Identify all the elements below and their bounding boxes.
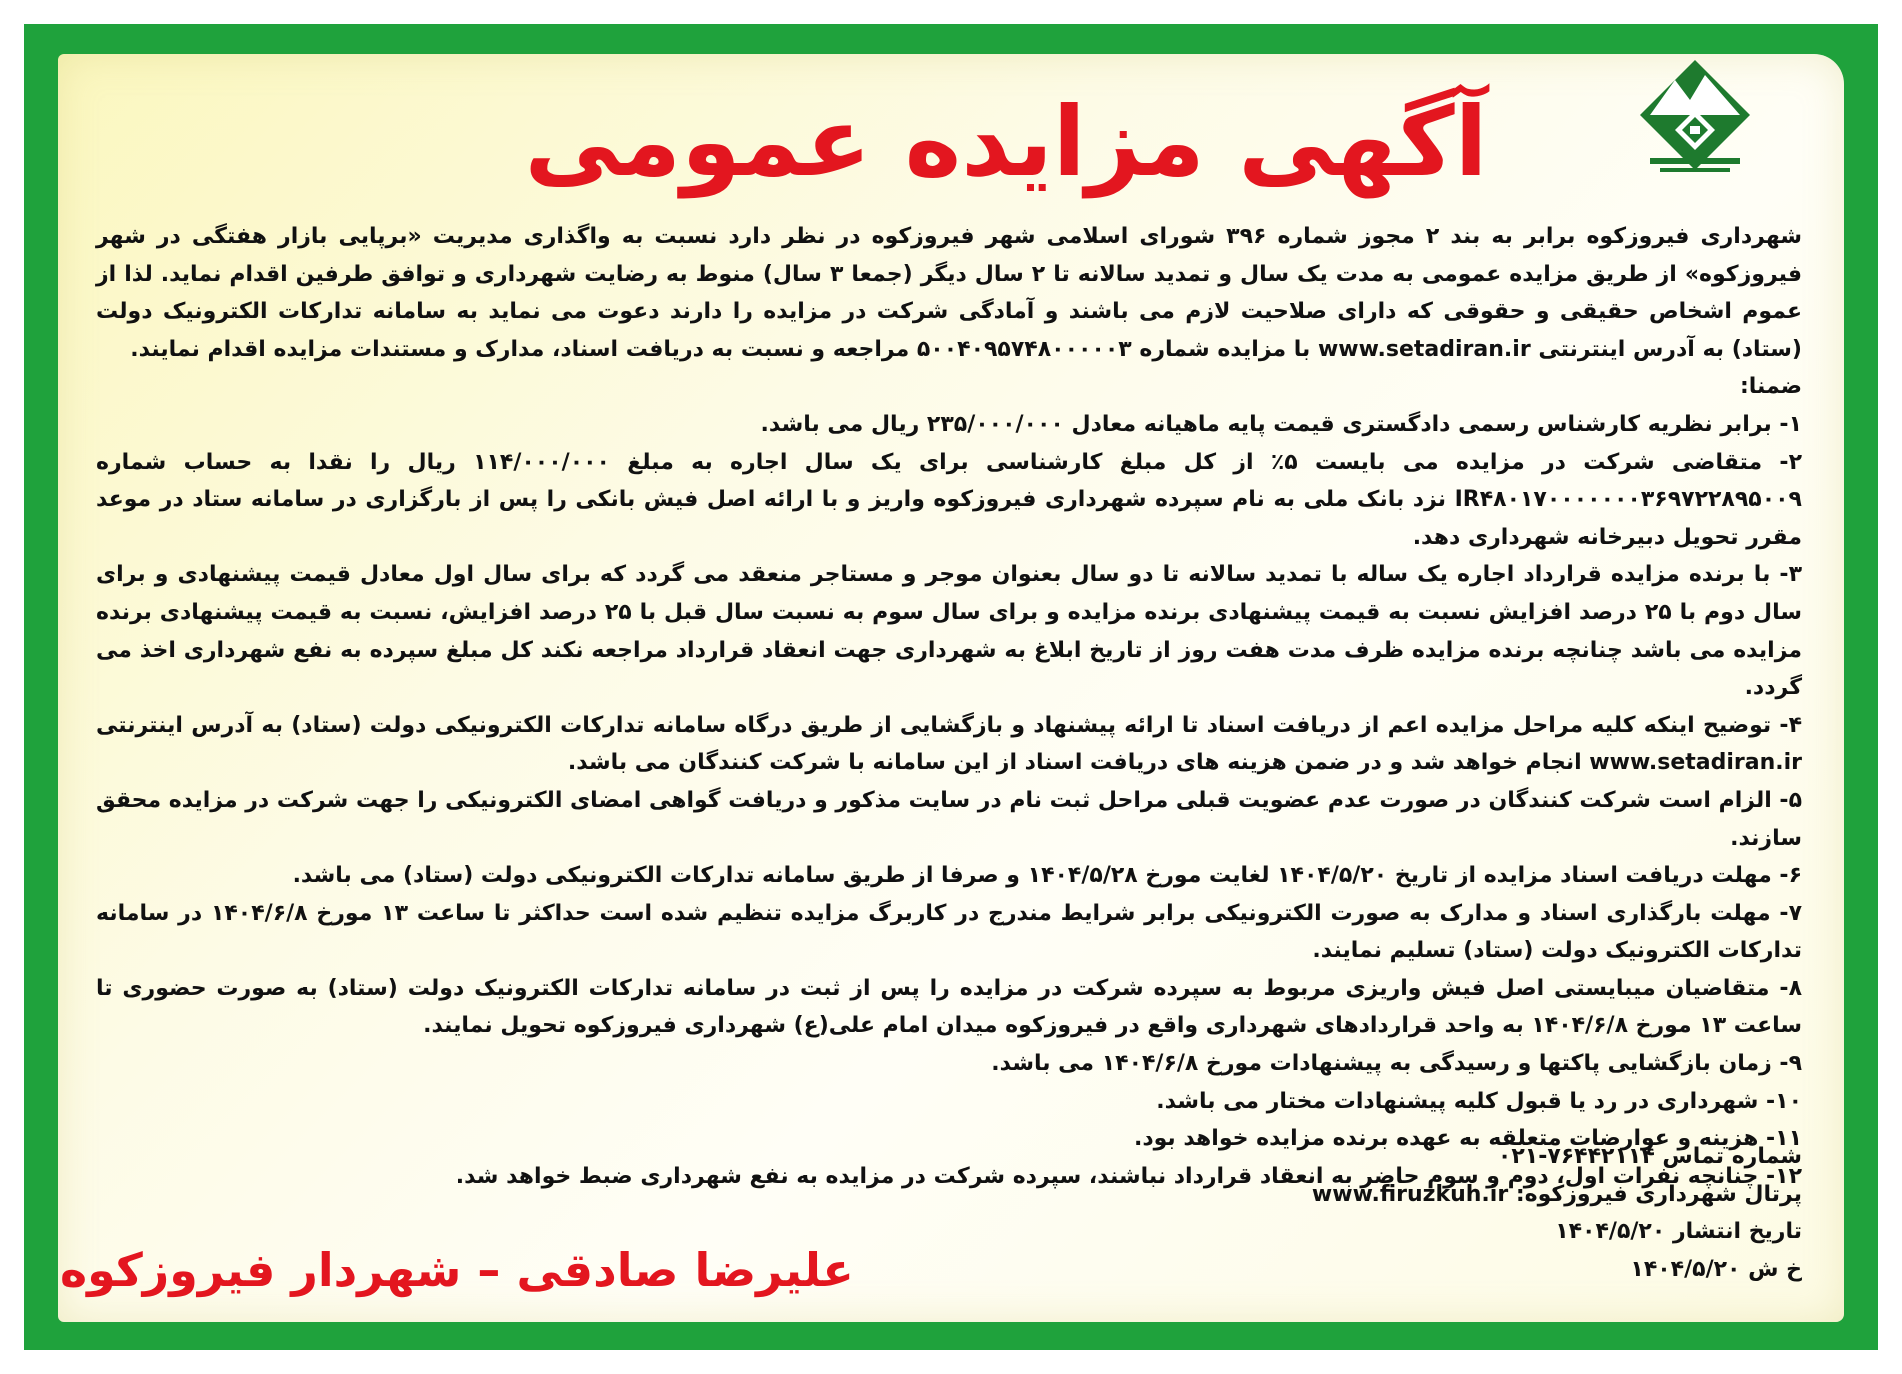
list-item: ۷- مهلت بارگذاری اسناد و مدارک به صورت الکترونیکی برابر شرایط مندرج در کاربرگ مزایده تنظیم شده است حداکثر تا ساعت ۱۳ مورخ ۱۴۰۴/۶/۸ در سامانه تدارکات الکترونیک دولت (ستاد) تسلیم نمایند. <box>96 900 1803 964</box>
list-item: ۹- زمان بازگشایی پاکتها و رسیدگی به پیشنهادات مورخ ۱۴۰۴/۶/۸ می باشد. <box>991 1051 1802 1077</box>
list-item: ۱۲- چنانچه نفرات اول، دوم و سوم حاضر به انعقاد قرارداد نباشند، سپرده شرکت در مزایده به نفع شهرداری ضبط خواهد شد. <box>455 1163 1802 1189</box>
list-item: ۵- الزام است شرکت کنندگان در صورت عدم عضویت قبلی مراحل ثبت نام در سایت مذکور و دریافت گواهی امضای الکترونیکی را جهت شرکت در مزایده محقق سازند. <box>96 787 1802 851</box>
mayor-signature: علیرضا صادقی – شهردار فیروزکوه <box>60 1243 854 1297</box>
list-item: ۸- متقاضیان میبایستی اصل فیش واریزی مربوط به سپرده شرکت در مزایده را پس از ثبت در سامانه تدارکات الکترونیک دولت (ستاد) به صورت حضوری تا ساعت ۱۳ مورخ ۱۴۰۴/۶/۸ به واحد قراردادهای شهرداری واقع در فیروزکوه میدان امام علی(ع) شهرداری فیروزکوه تحویل نمایند. <box>96 975 1802 1039</box>
list-item: ۱۱- هزینه و عوارضات متعلقه به عهده برنده مزایده خواهد بود. <box>1133 1126 1802 1152</box>
note-label: ضمنا: <box>1739 374 1802 400</box>
publication-code: خ ش ۱۴۰۴/۵/۲۰ <box>1630 1256 1802 1282</box>
contact-block <box>1242 1138 1802 1288</box>
list-item: ۳- با برنده مزایده قرارداد اجاره یک ساله با تمدید سالانه تا دو سال بعنوان موجر و مستاجر منعقد می گردد که برای سال اول معادل قیمت پیشنهادی و برای سال دوم با ۲۵ درصد افزایش نسبت به قیمت پیشنهادی برنده مزایده و برای سال سوم به نسبت سال قبل با ۲۵ درصد افزایش، نسبت به قیمت پیشنهادی برنده مزایده می باشد چنانچه برنده مزایده ظرف مدت هفت روز از تاریخ ابلاغ به شهرداری جهت انعقاد قرارداد مراجعه نکند کل مبلغ سپرده به نفع شهرداری اخذ می گردد. <box>96 562 1802 701</box>
portal-link[interactable]: پرتال شهرداری فیروزکوه: www.firuzkuh.ir <box>1311 1181 1802 1207</box>
notice-body <box>96 218 1802 1195</box>
intro-paragraph: شهرداری فیروزکوه برابر به بند ۲ مجوز شماره ۳۹۶ شورای اسلامی شهر فیروزکوه در نظر دارد نسبت به واگذاری مدیریت «برپایی بازار هفتگی در شهر فیروزکوه» از طریق مزایده عمومی به مدت یک سال و تمدید سالانه تا ۲ سال دیگر (جمعا ۳ سال) منوط به رضایت شهرداری و توافق طرفین اقدام نماید. لذا از عموم اشخاص حقیقی و حقوقی که دارای صلاحیت لازم می باشند و آمادگی شرکت در مزایده را دارند دعوت می نماید به سامانه تدارکات الکترونیک دولت (ستاد) به آدرس اینترنتی www.setadiran.ir با مزایده شماره ۵۰۰۴۰۹۵۷۴۸۰۰۰۰۰۳ مراجعه و نسبت به دریافت اسناد، مدارک و مستندات مزایده اقدام نمایند. <box>96 224 1803 362</box>
list-item: ۱- برابر نظریه کارشناس رسمی دادگستری قیمت پایه ماهیانه معادل ۲۳۵/۰۰۰/۰۰۰ ریال می باشد. <box>760 411 1802 437</box>
publish-date: تاریخ انتشار ۱۴۰۴/۵/۲۰ <box>1555 1219 1802 1245</box>
contact-phone: شماره تماس ۷۶۴۴۲۱۱۴-۰۲۱ <box>1497 1144 1802 1169</box>
page-title: آگهی مزایده عمومی <box>524 86 1488 198</box>
list-item: ۴- توضیح اینکه کلیه مراحل مزایده اعم از دریافت اسناد تا ارائه پیشنهاد و بازگشایی از طریق درگاه سامانه تدارکات الکترونیکی دولت (ستاد) به آدرس اینترنتی www.setadiran.ir انجام خواهد شد و در ضمن هزینه های دریافت اسناد از این سامانه با شرکت کنندگان می باشد. <box>96 712 1802 776</box>
list-item: ۱۰- شهرداری در رد یا قبول کلیه پیشنهادات مختار می باشد. <box>1156 1088 1802 1114</box>
list-item: ۶- مهلت دریافت اسناد مزایده از تاریخ ۱۴۰۴/۵/۲۰ لغایت مورخ ۱۴۰۴/۵/۲۸ و صرفا از طریق سامانه تدارکات الکترونیکی دولت (ستاد) می باشد. <box>292 863 1802 889</box>
list-item: ۲- متقاضی شرکت در مزایده می بایست ۵٪ از کل مبلغ کارشناسی برای یک سال اجاره به مبلغ ۱۱۴/۰۰۰/۰۰۰ ریال را نقدا به حساب شماره IR۴۸۰۱۷۰۰۰۰۰۰۰۳۶۹۷۲۲۸۹۵۰۰۹ نزد بانک ملی به نام سپرده شهرداری فیروزکوه واریز و با ارائه اصل فیش بانکی را پس از بارگزاری در سامانه ستاد در موعد مقرر تحویل دبیرخانه شهرداری دهد. <box>96 449 1802 550</box>
